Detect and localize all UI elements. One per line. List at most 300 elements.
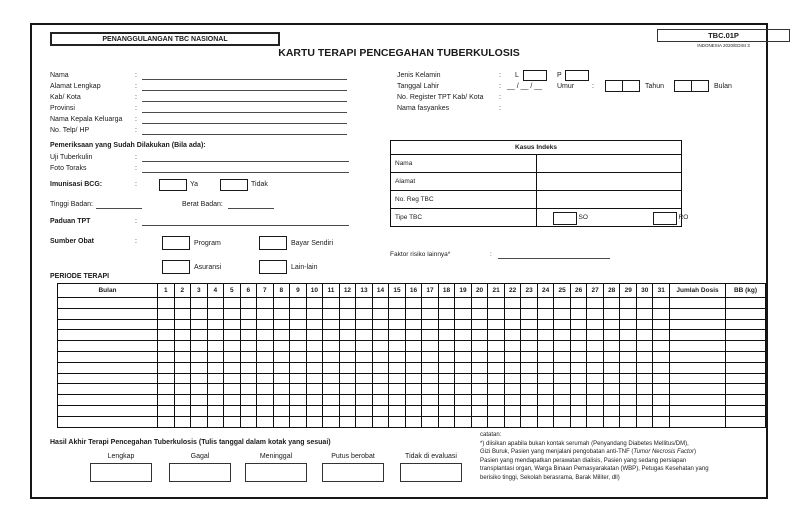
period-day-cell[interactable] xyxy=(554,351,571,362)
period-day-cell[interactable] xyxy=(570,330,587,341)
risk-factor-input-line[interactable] xyxy=(498,258,610,259)
period-day-cell[interactable] xyxy=(438,319,455,330)
period-day-cell[interactable] xyxy=(405,351,422,362)
period-day-cell[interactable] xyxy=(603,341,620,352)
period-day-cell[interactable] xyxy=(240,405,257,416)
period-day-cell[interactable] xyxy=(438,384,455,395)
period-day-cell[interactable] xyxy=(488,351,505,362)
period-day-cell[interactable] xyxy=(620,395,637,406)
period-day-cell[interactable] xyxy=(290,416,307,427)
period-day-cell[interactable] xyxy=(488,405,505,416)
period-day-cell[interactable] xyxy=(554,405,571,416)
period-day-cell[interactable] xyxy=(471,308,488,319)
period-day-cell[interactable] xyxy=(339,330,356,341)
period-day-cell[interactable] xyxy=(471,330,488,341)
period-dose-cell[interactable] xyxy=(670,384,726,395)
period-day-cell[interactable] xyxy=(554,384,571,395)
period-day-cell[interactable] xyxy=(224,298,241,309)
period-month-cell[interactable] xyxy=(58,298,158,309)
period-day-cell[interactable] xyxy=(504,298,521,309)
period-day-cell[interactable] xyxy=(471,395,488,406)
period-day-cell[interactable] xyxy=(455,351,472,362)
period-day-cell[interactable] xyxy=(471,298,488,309)
period-day-cell[interactable] xyxy=(158,341,175,352)
period-day-cell[interactable] xyxy=(389,395,406,406)
period-day-cell[interactable] xyxy=(587,362,604,373)
period-dose-cell[interactable] xyxy=(670,395,726,406)
period-bb-cell[interactable] xyxy=(726,298,766,309)
period-day-cell[interactable] xyxy=(372,298,389,309)
period-day-cell[interactable] xyxy=(653,319,670,330)
period-day-cell[interactable] xyxy=(521,416,538,427)
period-day-cell[interactable] xyxy=(240,362,257,373)
period-day-cell[interactable] xyxy=(603,330,620,341)
input-line[interactable] xyxy=(142,225,349,226)
period-day-cell[interactable] xyxy=(603,308,620,319)
period-day-cell[interactable] xyxy=(290,341,307,352)
period-bb-cell[interactable] xyxy=(726,351,766,362)
period-day-cell[interactable] xyxy=(224,351,241,362)
period-day-cell[interactable] xyxy=(537,384,554,395)
period-day-cell[interactable] xyxy=(554,362,571,373)
period-month-cell[interactable] xyxy=(58,416,158,427)
period-day-cell[interactable] xyxy=(290,308,307,319)
period-day-cell[interactable] xyxy=(389,308,406,319)
period-day-cell[interactable] xyxy=(570,319,587,330)
period-day-cell[interactable] xyxy=(587,308,604,319)
period-day-cell[interactable] xyxy=(587,341,604,352)
period-day-cell[interactable] xyxy=(174,362,191,373)
period-day-cell[interactable] xyxy=(158,351,175,362)
period-day-cell[interactable] xyxy=(290,384,307,395)
period-day-cell[interactable] xyxy=(620,341,637,352)
period-day-cell[interactable] xyxy=(422,405,439,416)
period-day-cell[interactable] xyxy=(620,298,637,309)
period-day-cell[interactable] xyxy=(554,341,571,352)
period-day-cell[interactable] xyxy=(620,330,637,341)
period-day-cell[interactable] xyxy=(339,351,356,362)
period-day-cell[interactable] xyxy=(191,362,208,373)
period-day-cell[interactable] xyxy=(224,362,241,373)
period-day-cell[interactable] xyxy=(191,384,208,395)
period-day-cell[interactable] xyxy=(438,405,455,416)
period-day-cell[interactable] xyxy=(174,298,191,309)
period-day-cell[interactable] xyxy=(158,384,175,395)
period-month-cell[interactable] xyxy=(58,308,158,319)
period-day-cell[interactable] xyxy=(356,341,373,352)
period-day-cell[interactable] xyxy=(554,319,571,330)
period-day-cell[interactable] xyxy=(191,373,208,384)
period-day-cell[interactable] xyxy=(422,319,439,330)
period-day-cell[interactable] xyxy=(356,373,373,384)
period-day-cell[interactable] xyxy=(570,395,587,406)
period-day-cell[interactable] xyxy=(372,373,389,384)
period-day-cell[interactable] xyxy=(174,330,191,341)
period-day-cell[interactable] xyxy=(273,362,290,373)
period-day-cell[interactable] xyxy=(554,298,571,309)
period-month-cell[interactable] xyxy=(58,405,158,416)
outcome-box-tidak-dievaluasi[interactable] xyxy=(400,463,462,482)
period-day-cell[interactable] xyxy=(306,330,323,341)
period-day-cell[interactable] xyxy=(306,319,323,330)
period-day-cell[interactable] xyxy=(521,341,538,352)
period-day-cell[interactable] xyxy=(471,341,488,352)
period-day-cell[interactable] xyxy=(339,319,356,330)
period-day-cell[interactable] xyxy=(389,341,406,352)
period-day-cell[interactable] xyxy=(653,341,670,352)
period-day-cell[interactable] xyxy=(339,405,356,416)
period-day-cell[interactable] xyxy=(405,298,422,309)
asuransi-checkbox[interactable] xyxy=(162,260,190,274)
age-year-box[interactable] xyxy=(605,80,640,92)
period-day-cell[interactable] xyxy=(537,330,554,341)
period-day-cell[interactable] xyxy=(356,384,373,395)
period-day-cell[interactable] xyxy=(339,298,356,309)
period-bb-cell[interactable] xyxy=(726,373,766,384)
period-day-cell[interactable] xyxy=(191,405,208,416)
period-dose-cell[interactable] xyxy=(670,373,726,384)
period-day-cell[interactable] xyxy=(422,341,439,352)
period-day-cell[interactable] xyxy=(504,319,521,330)
period-day-cell[interactable] xyxy=(323,362,340,373)
outcome-box-gagal[interactable] xyxy=(169,463,231,482)
period-day-cell[interactable] xyxy=(603,362,620,373)
so-checkbox[interactable] xyxy=(553,212,577,225)
period-day-cell[interactable] xyxy=(356,362,373,373)
period-day-cell[interactable] xyxy=(389,330,406,341)
period-bb-cell[interactable] xyxy=(726,416,766,427)
period-day-cell[interactable] xyxy=(554,395,571,406)
period-bb-cell[interactable] xyxy=(726,384,766,395)
period-day-cell[interactable] xyxy=(570,351,587,362)
period-day-cell[interactable] xyxy=(521,298,538,309)
bcg-no-checkbox[interactable] xyxy=(220,179,248,191)
period-day-cell[interactable] xyxy=(158,416,175,427)
period-day-cell[interactable] xyxy=(455,395,472,406)
period-day-cell[interactable] xyxy=(504,373,521,384)
period-month-cell[interactable] xyxy=(58,362,158,373)
period-day-cell[interactable] xyxy=(653,351,670,362)
period-day-cell[interactable] xyxy=(257,308,274,319)
period-day-cell[interactable] xyxy=(620,373,637,384)
period-day-cell[interactable] xyxy=(405,395,422,406)
period-day-cell[interactable] xyxy=(191,351,208,362)
period-day-cell[interactable] xyxy=(158,405,175,416)
period-day-cell[interactable] xyxy=(174,351,191,362)
period-day-cell[interactable] xyxy=(273,416,290,427)
period-day-cell[interactable] xyxy=(389,362,406,373)
female-checkbox[interactable] xyxy=(565,70,589,81)
period-day-cell[interactable] xyxy=(224,330,241,341)
period-day-cell[interactable] xyxy=(521,384,538,395)
period-day-cell[interactable] xyxy=(570,416,587,427)
period-day-cell[interactable] xyxy=(339,362,356,373)
period-month-cell[interactable] xyxy=(58,319,158,330)
period-day-cell[interactable] xyxy=(653,373,670,384)
period-day-cell[interactable] xyxy=(389,319,406,330)
period-day-cell[interactable] xyxy=(207,384,224,395)
period-day-cell[interactable] xyxy=(389,351,406,362)
period-day-cell[interactable] xyxy=(389,384,406,395)
period-day-cell[interactable] xyxy=(636,362,653,373)
period-day-cell[interactable] xyxy=(504,330,521,341)
period-day-cell[interactable] xyxy=(455,308,472,319)
period-day-cell[interactable] xyxy=(323,416,340,427)
period-day-cell[interactable] xyxy=(290,330,307,341)
period-day-cell[interactable] xyxy=(273,298,290,309)
period-month-cell[interactable] xyxy=(58,351,158,362)
period-day-cell[interactable] xyxy=(356,330,373,341)
period-month-cell[interactable] xyxy=(58,395,158,406)
period-day-cell[interactable] xyxy=(636,384,653,395)
period-day-cell[interactable] xyxy=(306,405,323,416)
period-day-cell[interactable] xyxy=(372,308,389,319)
period-day-cell[interactable] xyxy=(240,351,257,362)
period-day-cell[interactable] xyxy=(537,298,554,309)
period-day-cell[interactable] xyxy=(240,298,257,309)
period-day-cell[interactable] xyxy=(405,405,422,416)
period-day-cell[interactable] xyxy=(273,319,290,330)
period-day-cell[interactable] xyxy=(207,373,224,384)
period-day-cell[interactable] xyxy=(422,308,439,319)
period-day-cell[interactable] xyxy=(488,416,505,427)
period-day-cell[interactable] xyxy=(372,341,389,352)
period-day-cell[interactable] xyxy=(471,351,488,362)
dob-input[interactable]: __ / __ / __ xyxy=(507,83,543,90)
period-day-cell[interactable] xyxy=(207,298,224,309)
period-day-cell[interactable] xyxy=(488,395,505,406)
period-day-cell[interactable] xyxy=(240,308,257,319)
period-day-cell[interactable] xyxy=(405,330,422,341)
index-case-value[interactable] xyxy=(536,173,682,191)
index-case-value[interactable] xyxy=(536,155,682,173)
period-day-cell[interactable] xyxy=(488,373,505,384)
period-day-cell[interactable] xyxy=(537,341,554,352)
period-day-cell[interactable] xyxy=(653,384,670,395)
period-day-cell[interactable] xyxy=(339,395,356,406)
period-day-cell[interactable] xyxy=(207,330,224,341)
period-day-cell[interactable] xyxy=(603,416,620,427)
period-day-cell[interactable] xyxy=(257,351,274,362)
period-day-cell[interactable] xyxy=(273,330,290,341)
period-day-cell[interactable] xyxy=(636,319,653,330)
period-day-cell[interactable] xyxy=(306,416,323,427)
period-day-cell[interactable] xyxy=(158,395,175,406)
period-day-cell[interactable] xyxy=(306,362,323,373)
period-day-cell[interactable] xyxy=(257,405,274,416)
period-day-cell[interactable] xyxy=(488,319,505,330)
period-day-cell[interactable] xyxy=(240,330,257,341)
period-day-cell[interactable] xyxy=(240,395,257,406)
period-dose-cell[interactable] xyxy=(670,405,726,416)
period-bb-cell[interactable] xyxy=(726,395,766,406)
period-day-cell[interactable] xyxy=(422,351,439,362)
period-month-cell[interactable] xyxy=(58,330,158,341)
period-day-cell[interactable] xyxy=(636,416,653,427)
period-day-cell[interactable] xyxy=(257,319,274,330)
period-day-cell[interactable] xyxy=(554,330,571,341)
period-day-cell[interactable] xyxy=(422,416,439,427)
period-day-cell[interactable] xyxy=(570,405,587,416)
period-day-cell[interactable] xyxy=(455,298,472,309)
period-day-cell[interactable] xyxy=(191,308,208,319)
period-dose-cell[interactable] xyxy=(670,341,726,352)
ro-checkbox[interactable] xyxy=(653,212,677,225)
period-day-cell[interactable] xyxy=(587,330,604,341)
period-day-cell[interactable] xyxy=(240,373,257,384)
period-day-cell[interactable] xyxy=(372,362,389,373)
period-day-cell[interactable] xyxy=(174,308,191,319)
period-day-cell[interactable] xyxy=(372,319,389,330)
period-day-cell[interactable] xyxy=(372,405,389,416)
period-day-cell[interactable] xyxy=(389,373,406,384)
period-day-cell[interactable] xyxy=(405,384,422,395)
period-day-cell[interactable] xyxy=(521,362,538,373)
period-day-cell[interactable] xyxy=(207,395,224,406)
period-day-cell[interactable] xyxy=(521,319,538,330)
period-day-cell[interactable] xyxy=(554,373,571,384)
period-day-cell[interactable] xyxy=(207,416,224,427)
period-day-cell[interactable] xyxy=(455,319,472,330)
period-month-cell[interactable] xyxy=(58,341,158,352)
period-day-cell[interactable] xyxy=(537,308,554,319)
period-day-cell[interactable] xyxy=(273,351,290,362)
period-day-cell[interactable] xyxy=(636,298,653,309)
bcg-yes-checkbox[interactable] xyxy=(159,179,187,191)
period-day-cell[interactable] xyxy=(389,416,406,427)
period-day-cell[interactable] xyxy=(306,395,323,406)
period-day-cell[interactable] xyxy=(191,395,208,406)
period-day-cell[interactable] xyxy=(306,351,323,362)
period-day-cell[interactable] xyxy=(224,341,241,352)
period-day-cell[interactable] xyxy=(537,362,554,373)
period-day-cell[interactable] xyxy=(306,373,323,384)
period-day-cell[interactable] xyxy=(438,362,455,373)
period-day-cell[interactable] xyxy=(323,330,340,341)
period-day-cell[interactable] xyxy=(356,351,373,362)
period-day-cell[interactable] xyxy=(537,405,554,416)
period-bb-cell[interactable] xyxy=(726,405,766,416)
period-day-cell[interactable] xyxy=(224,308,241,319)
period-day-cell[interactable] xyxy=(405,319,422,330)
period-dose-cell[interactable] xyxy=(670,298,726,309)
period-day-cell[interactable] xyxy=(504,308,521,319)
period-day-cell[interactable] xyxy=(587,416,604,427)
period-day-cell[interactable] xyxy=(636,308,653,319)
period-day-cell[interactable] xyxy=(224,384,241,395)
period-day-cell[interactable] xyxy=(603,395,620,406)
period-day-cell[interactable] xyxy=(504,395,521,406)
period-day-cell[interactable] xyxy=(455,341,472,352)
period-day-cell[interactable] xyxy=(290,395,307,406)
period-day-cell[interactable] xyxy=(257,298,274,309)
period-day-cell[interactable] xyxy=(438,341,455,352)
period-day-cell[interactable] xyxy=(653,330,670,341)
period-day-cell[interactable] xyxy=(257,341,274,352)
period-day-cell[interactable] xyxy=(504,384,521,395)
period-day-cell[interactable] xyxy=(488,384,505,395)
period-day-cell[interactable] xyxy=(471,319,488,330)
period-month-cell[interactable] xyxy=(58,373,158,384)
period-day-cell[interactable] xyxy=(471,384,488,395)
period-day-cell[interactable] xyxy=(158,298,175,309)
period-day-cell[interactable] xyxy=(653,416,670,427)
period-day-cell[interactable] xyxy=(504,351,521,362)
period-day-cell[interactable] xyxy=(240,341,257,352)
period-month-cell[interactable] xyxy=(58,384,158,395)
period-day-cell[interactable] xyxy=(653,395,670,406)
period-dose-cell[interactable] xyxy=(670,330,726,341)
period-day-cell[interactable] xyxy=(273,384,290,395)
period-day-cell[interactable] xyxy=(603,298,620,309)
period-day-cell[interactable] xyxy=(273,341,290,352)
period-day-cell[interactable] xyxy=(554,308,571,319)
period-day-cell[interactable] xyxy=(438,416,455,427)
period-day-cell[interactable] xyxy=(438,373,455,384)
period-day-cell[interactable] xyxy=(488,330,505,341)
program-checkbox[interactable] xyxy=(162,236,190,250)
period-day-cell[interactable] xyxy=(537,395,554,406)
period-day-cell[interactable] xyxy=(455,330,472,341)
period-day-cell[interactable] xyxy=(603,373,620,384)
input-line[interactable] xyxy=(142,101,347,102)
period-day-cell[interactable] xyxy=(290,351,307,362)
period-day-cell[interactable] xyxy=(587,298,604,309)
period-day-cell[interactable] xyxy=(158,373,175,384)
period-day-cell[interactable] xyxy=(636,351,653,362)
outcome-box-lengkap[interactable] xyxy=(90,463,152,482)
period-day-cell[interactable] xyxy=(257,416,274,427)
period-dose-cell[interactable] xyxy=(670,362,726,373)
period-day-cell[interactable] xyxy=(570,362,587,373)
period-day-cell[interactable] xyxy=(323,405,340,416)
period-day-cell[interactable] xyxy=(422,298,439,309)
period-day-cell[interactable] xyxy=(405,362,422,373)
period-bb-cell[interactable] xyxy=(726,319,766,330)
period-day-cell[interactable] xyxy=(257,384,274,395)
period-day-cell[interactable] xyxy=(323,351,340,362)
period-day-cell[interactable] xyxy=(356,319,373,330)
period-day-cell[interactable] xyxy=(455,373,472,384)
period-day-cell[interactable] xyxy=(521,395,538,406)
period-bb-cell[interactable] xyxy=(726,308,766,319)
period-dose-cell[interactable] xyxy=(670,416,726,427)
period-day-cell[interactable] xyxy=(405,308,422,319)
period-day-cell[interactable] xyxy=(587,319,604,330)
period-day-cell[interactable] xyxy=(504,405,521,416)
outcome-box-putus-berobat[interactable] xyxy=(322,463,384,482)
age-month-box[interactable] xyxy=(674,80,709,92)
period-day-cell[interactable] xyxy=(438,395,455,406)
period-day-cell[interactable] xyxy=(488,308,505,319)
period-day-cell[interactable] xyxy=(372,395,389,406)
period-day-cell[interactable] xyxy=(455,362,472,373)
period-day-cell[interactable] xyxy=(257,395,274,406)
period-day-cell[interactable] xyxy=(174,395,191,406)
period-bb-cell[interactable] xyxy=(726,362,766,373)
period-day-cell[interactable] xyxy=(620,362,637,373)
period-day-cell[interactable] xyxy=(273,373,290,384)
period-day-cell[interactable] xyxy=(471,405,488,416)
period-day-cell[interactable] xyxy=(455,416,472,427)
period-day-cell[interactable] xyxy=(207,351,224,362)
period-day-cell[interactable] xyxy=(207,319,224,330)
period-day-cell[interactable] xyxy=(422,330,439,341)
period-day-cell[interactable] xyxy=(471,373,488,384)
period-day-cell[interactable] xyxy=(224,373,241,384)
male-checkbox[interactable] xyxy=(523,70,547,81)
period-day-cell[interactable] xyxy=(587,405,604,416)
